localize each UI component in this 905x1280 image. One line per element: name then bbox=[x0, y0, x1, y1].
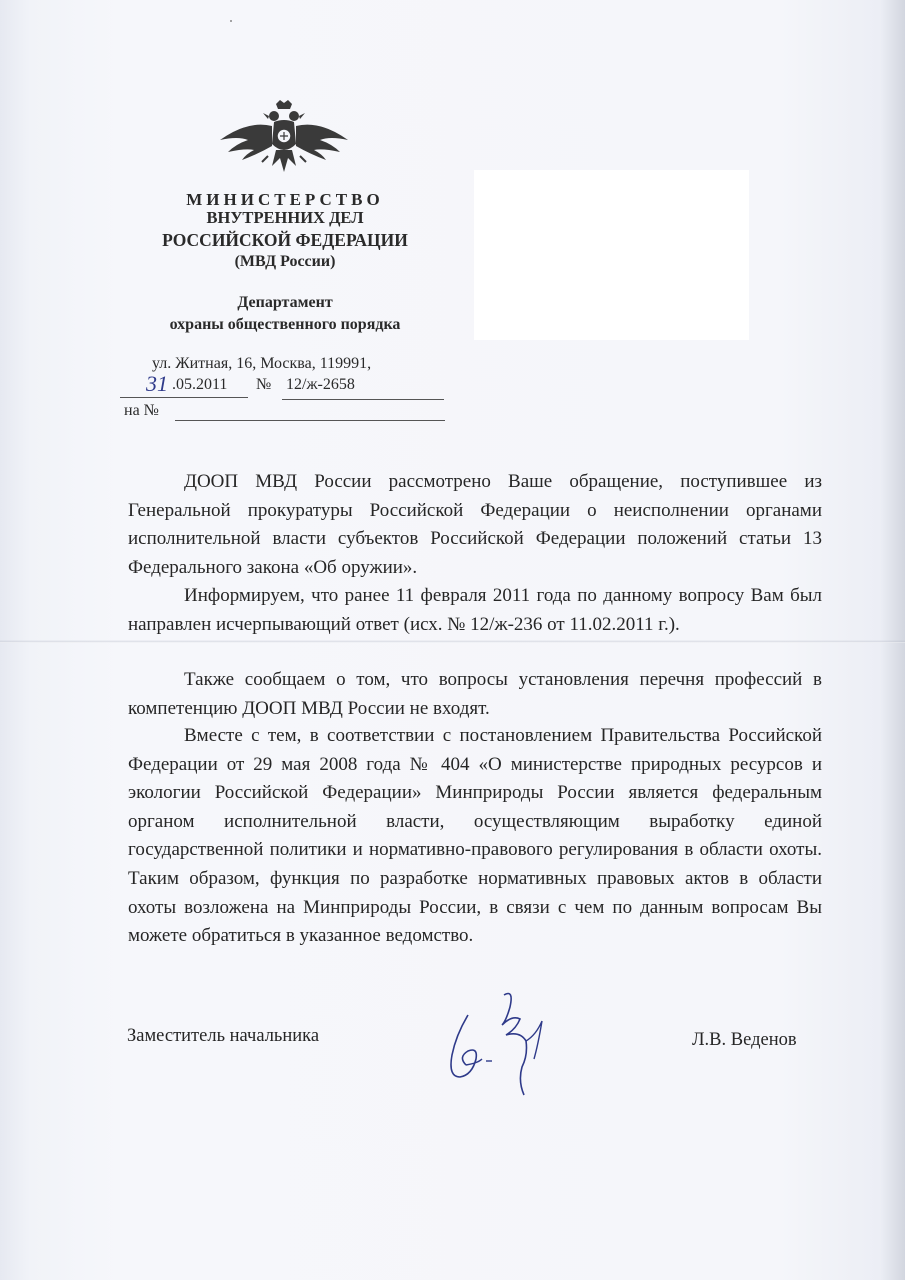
paragraph-4 bbox=[128, 722, 822, 951]
handwritten-day: 31 bbox=[146, 371, 168, 396]
ministry-title-line3: РОССИЙСКОЙ ФЕДЕРАЦИИ bbox=[162, 230, 408, 250]
number-underline bbox=[282, 399, 444, 400]
paragraph-1 bbox=[128, 468, 822, 582]
paragraph-2-text: Информируем, что ранее 11 февраля 2011 года по данному вопросу Вам был направлен исчерпывающий ответ (исх. № 12/ж-236 от 11.02.2011 г.). bbox=[128, 585, 822, 635]
paragraph-1-text: ДООП МВД России рассмотрено Ваше обращение, поступившее из Генеральной прокуратуры Российской Федерации о неисполнении органами исполнительной власти субъектов Российской Федерации положений статьи 13 Федерального закона «Об оружии». bbox=[128, 471, 822, 578]
paragraph-4-text: Вместе с тем, в соответствии с постановлением Правительства Российской Федерации от 29 мая 2008 года № 404 «О министерстве природных ресурсов и экологии Российской Федерации» Минприроды России является федеральным органом исполнительной власти, осуществляющим выработку единой государственной политики и нормативно-правового регулирования в области охоты. Таким образом, функция по разработке нормативных правовых актов в области охоты возложена на Минприроды России, в связи с чем по данным вопросам Вы можете обратиться в указанное ведомство. bbox=[128, 725, 822, 947]
date-underline bbox=[120, 397, 248, 398]
signer-title: Заместитель начальника bbox=[127, 1026, 320, 1046]
paragraph-2 bbox=[128, 582, 822, 639]
department-title-line2: охраны общественного порядка bbox=[169, 316, 401, 333]
registration-number: 12/ж-2658 bbox=[286, 376, 355, 393]
ministry-abbreviation: (МВД России) bbox=[234, 253, 336, 270]
sender-address: ул. Житная, 16, Москва, 119991, bbox=[152, 355, 372, 372]
reply-to-label: на № bbox=[124, 402, 159, 419]
double-headed-eagle-icon bbox=[218, 100, 350, 182]
registration-date: .05.2011 bbox=[172, 376, 228, 393]
signer-name: Л.В. Веденов bbox=[692, 1030, 797, 1050]
handwritten-signature bbox=[438, 985, 558, 1100]
page-fold bbox=[0, 640, 905, 643]
paragraph-3 bbox=[128, 666, 822, 723]
scan-speck bbox=[230, 20, 232, 22]
redacted-recipient-block bbox=[474, 170, 749, 340]
reply-to-underline bbox=[175, 420, 445, 421]
ministry-title: МИНИСТЕРСТВО bbox=[186, 190, 384, 209]
ministry-title-line2: ВНУТРЕННИХ ДЕЛ bbox=[206, 208, 364, 227]
number-sign: № bbox=[256, 376, 272, 393]
department-title: Департамент bbox=[237, 294, 333, 311]
paragraph-3-text: Также сообщаем о том, что вопросы установления перечня профессий в компетенцию ДООП МВД России не входят. bbox=[128, 669, 822, 719]
